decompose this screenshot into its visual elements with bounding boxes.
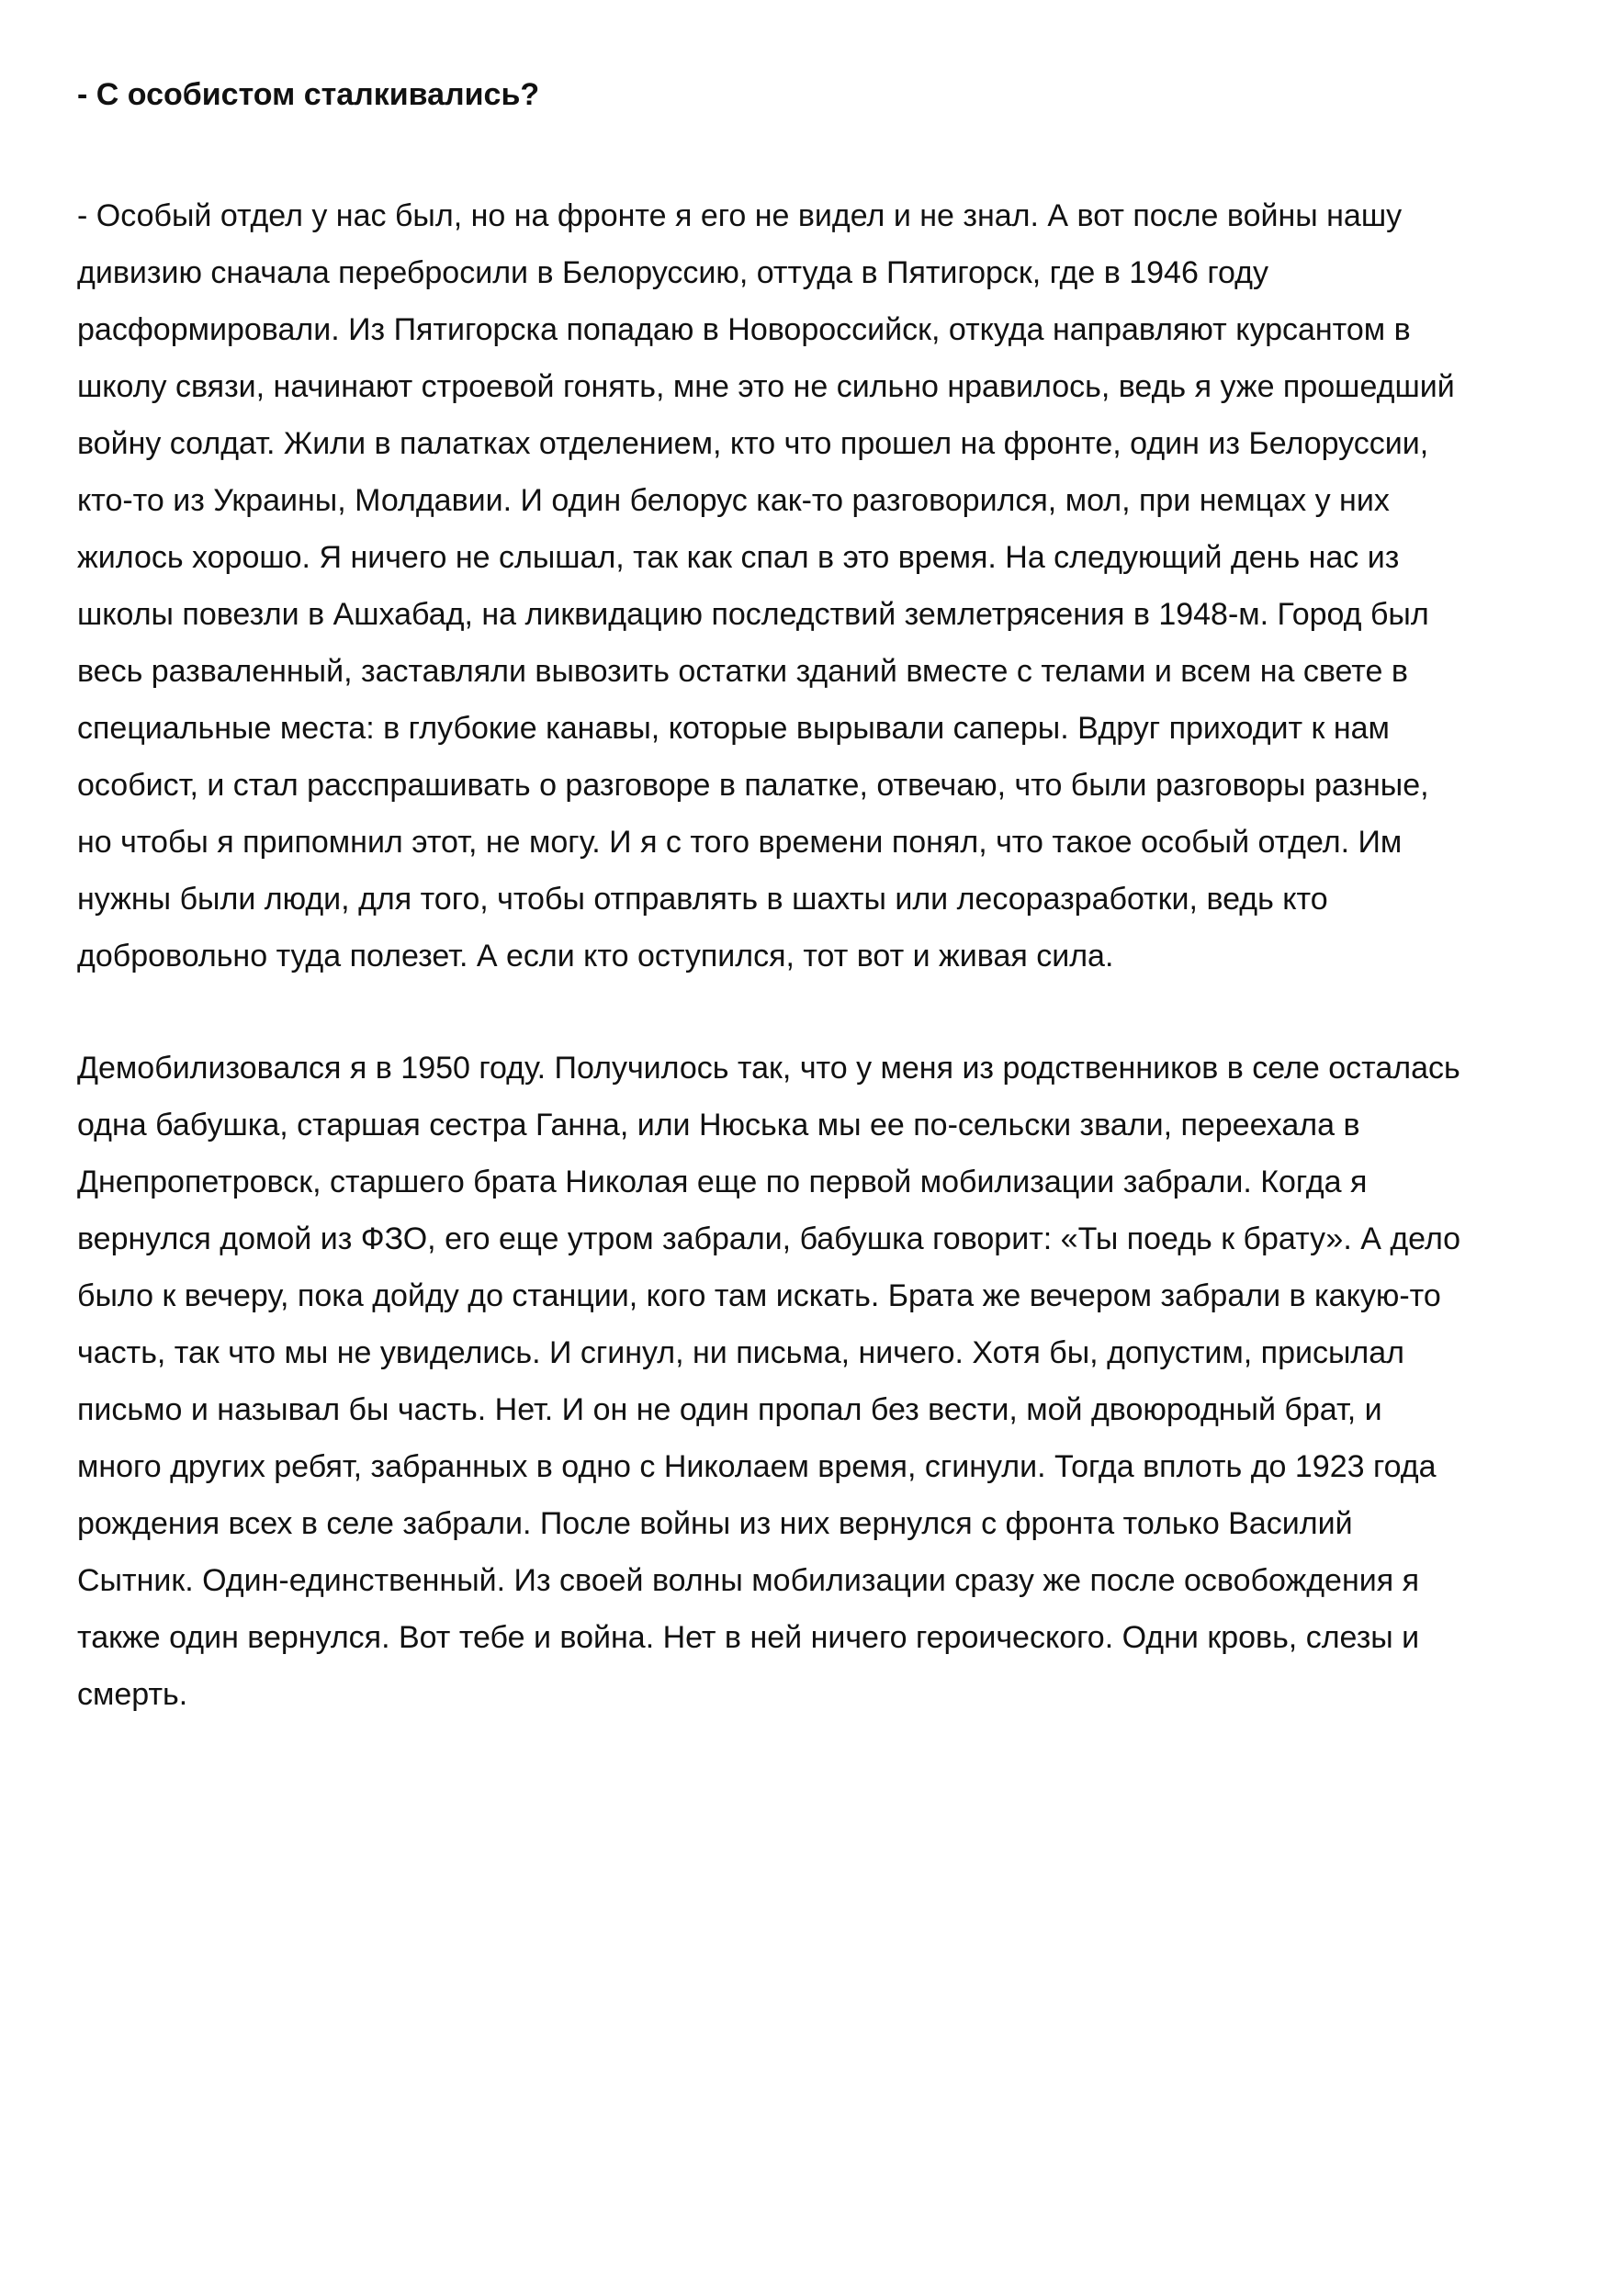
paragraph-line: школы повезли в Ашхабад, на ликвидацию последствий землетрясения в 1948-м. Город был [77,597,1429,632]
paragraph-line: нужны были люди, для того, чтобы отправлять в шахты или лесоразработки, ведь кто [77,882,1328,917]
paragraph-line: было к вечеру, пока дойду до станции, кого там искать. Брата же вечером забрали в какую-то [77,1278,1441,1313]
answer-paragraph-2 [77,1040,1547,1723]
paragraph-line: также один вернулся. Вот тебе и война. Нет в ней ничего героического. Одни кровь, слезы и [77,1620,1420,1655]
paragraph-line: добровольно туда полезет. А если кто оступился, тот вот и живая сила. [77,939,1114,974]
paragraph-line: часть, так что мы не увиделись. И сгинул, ни письма, ничего. Хотя бы, допустим, присылал [77,1335,1405,1370]
paragraph-line: войну солдат. Жили в палатках отделением, кто что прошел на фронте, один из Белоруссии, [77,426,1429,461]
paragraph-line: Днепропетровск, старшего брата Николая еще по первой мобилизации забрали. Когда я [77,1165,1368,1199]
document-content [77,75,1547,1723]
paragraph-line: расформировали. Из Пятигорска попадаю в Новороссийск, откуда направляют курсантом в [77,312,1411,347]
paragraph-line: жилось хорошо. Я ничего не слышал, так как спал в это время. На следующий день нас из [77,540,1400,575]
paragraph-line: Демобилизовался я в 1950 году. Получилось так, что у меня из родственников в селе осталась [77,1051,1460,1086]
paragraph-line: одна бабушка, старшая сестра Ганна, или Нюська мы ее по-сельски звали, переехала в [77,1108,1360,1142]
paragraph-line: особист, и стал расспрашивать о разговоре в палатке, отвечаю, что были разговоры разные, [77,768,1429,803]
paragraph-line: письмо и называл бы часть. Нет. И он не один пропал без вести, мой двоюродный брат, и [77,1392,1382,1427]
paragraph-line: школу связи, начинают строевой гонять, мне это не сильно нравилось, ведь я уже прошедший [77,369,1455,404]
answer-paragraph-1 [77,187,1547,985]
paragraph-line: смерть. [77,1677,188,1712]
paragraph-line: вернулся домой из ФЗО, его еще утром забрали, бабушка говорит: «Ты поедь к брату». А дело [77,1221,1461,1256]
paragraph-line: много других ребят, забранных в одно с Николаем время, сгинули. Тогда вплоть до 1923 года [77,1449,1437,1484]
paragraph-line: но чтобы я припомнил этот, не могу. И я с того времени понял, что такое особый отдел. Им [77,825,1403,860]
paragraph-line: рождения всех в селе забрали. После войны из них вернулся с фронта только Василий [77,1506,1353,1541]
paragraph-line: весь разваленный, заставляли вывозить остатки зданий вместе с телами и всем на свете в [77,654,1408,689]
paragraph-line: специальные места: в глубокие канавы, которые вырывали саперы. Вдруг приходит к нам [77,711,1390,746]
paragraph-line: дивизию сначала перебросили в Белоруссию, оттуда в Пятигорск, где в 1946 году [77,255,1268,290]
interview-question: - С особистом сталкивались? [77,77,540,112]
paragraph-line: кто-то из Украины, Молдавии. И один белорус как-то разговорился, мол, при немцах у них [77,483,1390,518]
paragraph-line: - Особый отдел у нас был, но на фронте я его не видел и не знал. А вот после войны нашу [77,198,1403,233]
paragraph-line: Сытник. Один-единственный. Из своей волны мобилизации сразу же после освобождения я [77,1563,1420,1598]
